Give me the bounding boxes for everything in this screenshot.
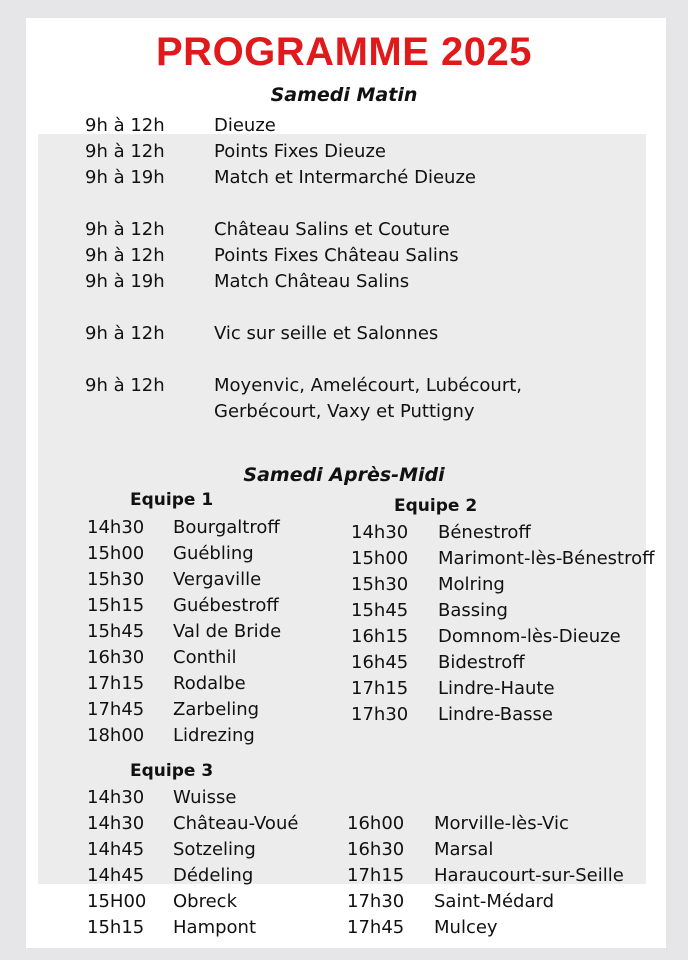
schedule-place: Obreck bbox=[173, 891, 237, 912]
schedule-place: Lindre-Basse bbox=[438, 704, 554, 725]
morning-heading: Samedi Matin bbox=[270, 84, 418, 106]
schedule-time: 18h00 bbox=[87, 725, 145, 746]
schedule-place: Conthil bbox=[173, 647, 237, 668]
page-title: PROGRAMME 2025 bbox=[156, 30, 532, 74]
schedule-time: 14h30 bbox=[87, 787, 145, 808]
schedule-place: Guébling bbox=[173, 543, 254, 564]
schedule-time: 17h30 bbox=[347, 891, 405, 912]
schedule-time: 9h à 12h bbox=[85, 141, 165, 162]
schedule-time: 9h à 19h bbox=[85, 271, 165, 292]
schedule-place: Match et Intermarché Dieuze bbox=[214, 167, 476, 188]
schedule-time: 15h00 bbox=[351, 548, 409, 569]
schedule-time: 15h45 bbox=[87, 621, 145, 642]
schedule-place: Dédeling bbox=[173, 865, 254, 886]
schedule-place: Wuisse bbox=[173, 787, 237, 808]
schedule-time: 9h à 12h bbox=[85, 219, 165, 240]
schedule-place: Points Fixes Château Salins bbox=[214, 245, 459, 266]
schedule-time: 14h30 bbox=[87, 813, 145, 834]
schedule-time: 16h15 bbox=[351, 626, 409, 647]
schedule-time: 15h15 bbox=[87, 917, 145, 938]
schedule-place: Points Fixes Dieuze bbox=[214, 141, 386, 162]
schedule-time: 14h45 bbox=[87, 839, 145, 860]
schedule-place: Marsal bbox=[434, 839, 494, 860]
schedule-place: Château Salins et Couture bbox=[214, 219, 450, 240]
schedule-place: Bidestroff bbox=[438, 652, 525, 673]
schedule-time: 15h30 bbox=[87, 569, 145, 590]
schedule-time: 17h45 bbox=[347, 917, 405, 938]
schedule-place: Hampont bbox=[173, 917, 257, 938]
schedule-place: Lidrezing bbox=[173, 725, 255, 746]
schedule-place: Guébestroff bbox=[173, 595, 279, 616]
schedule-place: Morville-lès-Vic bbox=[434, 813, 569, 834]
schedule-place: Vic sur seille et Salonnes bbox=[214, 323, 439, 344]
schedule-time: 16h00 bbox=[347, 813, 405, 834]
schedule-time: 15H00 bbox=[87, 891, 147, 912]
schedule-place: Val de Bride bbox=[173, 621, 282, 642]
schedule-place: Rodalbe bbox=[173, 673, 246, 694]
schedule-time: 17h30 bbox=[351, 704, 409, 725]
schedule-place: Bénestroff bbox=[438, 522, 531, 543]
schedule-place: Lindre-Haute bbox=[438, 678, 555, 699]
schedule-time: 9h à 12h bbox=[85, 323, 165, 344]
schedule-time: 15h15 bbox=[87, 595, 145, 616]
schedule-place: Domnom-lès-Dieuze bbox=[438, 626, 621, 647]
schedule-time: 17h15 bbox=[87, 673, 145, 694]
schedule-time: 14h30 bbox=[87, 517, 145, 538]
team3-heading: Equipe 3 bbox=[130, 761, 214, 781]
schedule-time: 14h30 bbox=[351, 522, 409, 543]
schedule-time: 17h15 bbox=[347, 865, 405, 886]
schedule-place: Zarbeling bbox=[173, 699, 260, 720]
schedule-time: 9h à 12h bbox=[85, 375, 165, 396]
schedule-place-continued: Gerbécourt, Vaxy et Puttigny bbox=[214, 401, 475, 422]
schedule-time: 15h00 bbox=[87, 543, 145, 564]
schedule-time: 17h15 bbox=[351, 678, 409, 699]
schedule-place: Moyenvic, Amelécourt, Lubécourt, bbox=[214, 375, 523, 396]
schedule-time: 17h45 bbox=[87, 699, 145, 720]
schedule-place: Château-Voué bbox=[173, 813, 299, 834]
schedule-place: Match Château Salins bbox=[214, 271, 410, 292]
afternoon-heading: Samedi Après-Midi bbox=[243, 464, 445, 486]
schedule-place: Haraucourt-sur-Seille bbox=[434, 865, 624, 886]
schedule-time: 9h à 12h bbox=[85, 115, 165, 136]
schedule-place: Mulcey bbox=[434, 917, 498, 938]
schedule-time: 9h à 12h bbox=[85, 245, 165, 266]
team2-heading: Equipe 2 bbox=[394, 496, 478, 516]
schedule-time: 16h30 bbox=[347, 839, 405, 860]
schedule-place: Dieuze bbox=[214, 115, 276, 136]
schedule-place: Bassing bbox=[438, 600, 508, 621]
schedule-place: Sotzeling bbox=[173, 839, 256, 860]
team1-heading: Equipe 1 bbox=[130, 490, 214, 510]
schedule-place: Vergaville bbox=[173, 569, 262, 590]
schedule-place: Bourgaltroff bbox=[173, 517, 280, 538]
schedule-time: 9h à 19h bbox=[85, 167, 165, 188]
schedule-place: Molring bbox=[438, 574, 505, 595]
schedule-place: Saint-Médard bbox=[434, 891, 554, 912]
schedule-time: 15h45 bbox=[351, 600, 409, 621]
schedule-time: 14h45 bbox=[87, 865, 145, 886]
schedule-time: 16h30 bbox=[87, 647, 145, 668]
schedule-time: 16h45 bbox=[351, 652, 409, 673]
schedule-time: 15h30 bbox=[351, 574, 409, 595]
schedule-place: Marimont-lès-Bénestroff bbox=[438, 548, 655, 569]
